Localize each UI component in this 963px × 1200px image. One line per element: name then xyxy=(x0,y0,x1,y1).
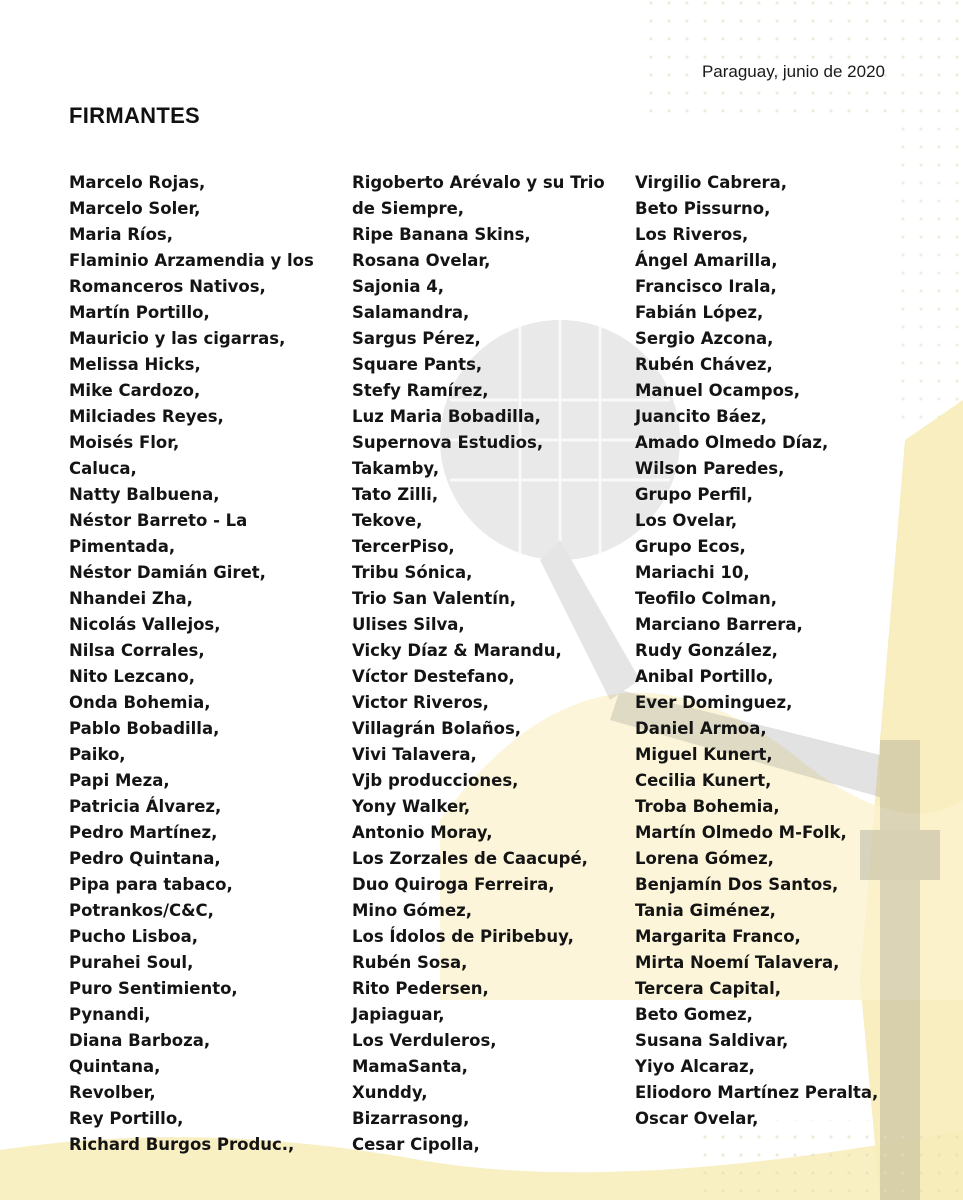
signatory-name: Duo Quiroga Ferreira, xyxy=(352,875,555,894)
signatory-name: Trio San Valentín, xyxy=(352,589,516,608)
signatory-name: Caluca, xyxy=(69,459,137,478)
signatory-name: Mirta Noemí Talavera, xyxy=(635,953,840,972)
signatory-name: Pablo Bobadilla, xyxy=(69,719,220,738)
signatory-name: Víctor Destefano, xyxy=(352,667,515,686)
signatory-name: Ripe Banana Skins, xyxy=(352,225,531,244)
signatory-name: Margarita Franco, xyxy=(635,927,801,946)
signatory-name: Juancito Báez, xyxy=(635,407,767,426)
signatory-name: Tania Giménez, xyxy=(635,901,776,920)
signatory-name: Benjamín Dos Santos, xyxy=(635,875,839,894)
signatory-name: Pedro Martínez, xyxy=(69,823,218,842)
signatory-name: Beto Pissurno, xyxy=(635,199,771,218)
signatory-name: Pucho Lisboa, xyxy=(69,927,198,946)
signatory-name: Quintana, xyxy=(69,1057,161,1076)
signatory-name: Pynandi, xyxy=(69,1005,151,1024)
signatory-name: Purahei Soul, xyxy=(69,953,194,972)
signatory-name: Papi Meza, xyxy=(69,771,170,790)
signatory-name: Los Ídolos de Piribebuy, xyxy=(352,927,574,946)
signatory-name: Troba Bohemia, xyxy=(635,797,780,816)
signatory-name: Vicky Díaz & Marandu, xyxy=(352,641,562,660)
signatory-name: Stefy Ramírez, xyxy=(352,381,489,400)
signatory-name: Maria Ríos, xyxy=(69,225,174,244)
signatory-name: Marciano Barrera, xyxy=(635,615,803,634)
signatory-name: Richard Burgos Produc., xyxy=(69,1135,295,1154)
signatory-name: Rudy González, xyxy=(635,641,778,660)
page-title: FIRMANTES xyxy=(69,103,201,128)
signatories-column-3 xyxy=(635,170,895,1132)
signatory-name: Oscar Ovelar, xyxy=(635,1109,759,1128)
signatory-name: Milciades Reyes, xyxy=(69,407,224,426)
signatory-name: Luz Maria Bobadilla, xyxy=(352,407,541,426)
signatory-name: Mike Cardozo, xyxy=(69,381,201,400)
signatory-name: Salamandra, xyxy=(352,303,470,322)
signatory-name: Nito Lezcano, xyxy=(69,667,196,686)
signatory-name: Marcelo Rojas, xyxy=(69,173,206,192)
signatory-name: Nilsa Corrales, xyxy=(69,641,205,660)
signatory-name: Francisco Irala, xyxy=(635,277,777,296)
signatory-name: Teofilo Colman, xyxy=(635,589,777,608)
signatory-name: Cecilia Kunert, xyxy=(635,771,772,790)
signatory-name: Tekove, xyxy=(352,511,423,530)
signatory-name: Fabián López, xyxy=(635,303,764,322)
signatory-name: Patricia Álvarez, xyxy=(69,797,222,816)
signatory-name: Martín Olmedo M-Folk, xyxy=(635,823,847,842)
signatory-name: Revolber, xyxy=(69,1083,156,1102)
signatory-name: Rubén Sosa, xyxy=(352,953,468,972)
signatory-name: Marcelo Soler, xyxy=(69,199,201,218)
signatory-name: Japiaguar, xyxy=(352,1005,445,1024)
signatories-column-1 xyxy=(69,170,334,1158)
signatory-name: Flaminio Arzamendia y los Romanceros Nativos, xyxy=(69,251,314,296)
signatory-name: Sargus Pérez, xyxy=(352,329,481,348)
signatory-name: Martín Portillo, xyxy=(69,303,210,322)
signatory-name: Villagrán Bolaños, xyxy=(352,719,522,738)
signatory-name: Pipa para tabaco, xyxy=(69,875,233,894)
signatory-name: Tribu Sónica, xyxy=(352,563,473,582)
signatory-name: Rito Pedersen, xyxy=(352,979,489,998)
signatory-name: Mauricio y las cigarras, xyxy=(69,329,286,348)
signatory-name: Moisés Flor, xyxy=(69,433,180,452)
signatory-name: Onda Bohemia, xyxy=(69,693,211,712)
signatory-name: Rubén Chávez, xyxy=(635,355,773,374)
signatory-name: MamaSanta, xyxy=(352,1057,468,1076)
signatory-name: Los Riveros, xyxy=(635,225,749,244)
signatory-name: Amado Olmedo Díaz, xyxy=(635,433,829,452)
signatory-name: Néstor Barreto - La Pimentada, xyxy=(69,511,248,556)
signatory-name: Daniel Armoa, xyxy=(635,719,767,738)
signatory-name: Victor Riveros, xyxy=(352,693,489,712)
signatory-name: Yony Walker, xyxy=(352,797,471,816)
signatory-name: Paiko, xyxy=(69,745,126,764)
signatory-name: Susana Saldivar, xyxy=(635,1031,789,1050)
signatory-name: Manuel Ocampos, xyxy=(635,381,801,400)
signatory-name: Los Ovelar, xyxy=(635,511,738,530)
signatory-name: Diana Barboza, xyxy=(69,1031,211,1050)
signatory-name: Los Zorzales de Caacupé, xyxy=(352,849,588,868)
signatory-name: Los Verduleros, xyxy=(352,1031,497,1050)
signatory-name: Sergio Azcona, xyxy=(635,329,774,348)
signatory-name: Vjb producciones, xyxy=(352,771,519,790)
signatory-name: Nicolás Vallejos, xyxy=(69,615,221,634)
signatory-name: Natty Balbuena, xyxy=(69,485,220,504)
signatory-name: Mariachi 10, xyxy=(635,563,750,582)
signatory-name: Ángel Amarilla, xyxy=(635,251,778,270)
signatory-name: Cesar Cipolla, xyxy=(352,1135,480,1154)
signatory-name: TercerPiso, xyxy=(352,537,455,556)
signatory-name: Wilson Paredes, xyxy=(635,459,785,478)
signatory-name: Takamby, xyxy=(352,459,440,478)
signatory-name: Vivi Talavera, xyxy=(352,745,477,764)
signatory-name: Lorena Gómez, xyxy=(635,849,774,868)
date-line: Paraguay, junio de 2020 xyxy=(701,62,885,81)
signatory-name: Xunddy, xyxy=(352,1083,428,1102)
signatory-name: Rosana Ovelar, xyxy=(352,251,491,270)
signatory-name: Nhandei Zha, xyxy=(69,589,193,608)
signatory-name: Rey Portillo, xyxy=(69,1109,184,1128)
signatory-name: Néstor Damián Giret, xyxy=(69,563,266,582)
signatory-name: Yiyo Alcaraz, xyxy=(635,1057,755,1076)
signatory-name: Mino Gómez, xyxy=(352,901,473,920)
signatory-name: Bizarrasong, xyxy=(352,1109,470,1128)
signatory-name: Eliodoro Martínez Peralta, xyxy=(635,1083,879,1102)
signatory-name: Anibal Portillo, xyxy=(635,667,774,686)
signatory-name: Pedro Quintana, xyxy=(69,849,221,868)
signatory-name: Antonio Moray, xyxy=(352,823,493,842)
signatory-name: Supernova Estudios, xyxy=(352,433,544,452)
signatory-name: Square Pants, xyxy=(352,355,483,374)
signatory-name: Potrankos/C&C, xyxy=(69,901,214,920)
signatory-name: Beto Gomez, xyxy=(635,1005,753,1024)
signatory-name: Tato Zilli, xyxy=(352,485,439,504)
signatory-name: Tercera Capital, xyxy=(635,979,782,998)
signatory-name: Grupo Perfil, xyxy=(635,485,753,504)
signatory-name: Miguel Kunert, xyxy=(635,745,773,764)
signatory-name: Rigoberto Arévalo y su Trio de Siempre, xyxy=(352,173,605,218)
signatories-column-2 xyxy=(352,170,622,1158)
signatory-name: Ever Dominguez, xyxy=(635,693,793,712)
signatory-name: Melissa Hicks, xyxy=(69,355,201,374)
signatory-name: Sajonia 4, xyxy=(352,277,445,296)
signatory-name: Grupo Ecos, xyxy=(635,537,746,556)
signatory-name: Virgilio Cabrera, xyxy=(635,173,788,192)
signatory-name: Ulises Silva, xyxy=(352,615,465,634)
signatory-name: Puro Sentimiento, xyxy=(69,979,238,998)
